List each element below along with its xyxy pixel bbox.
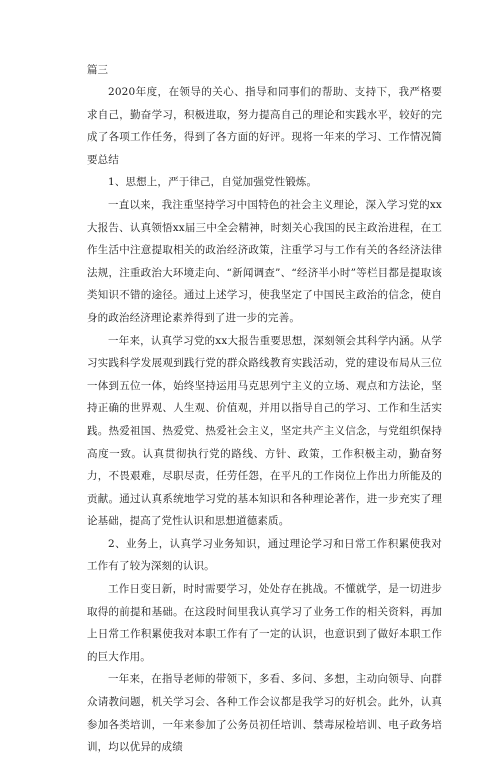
paragraph-training: 一年来，在指导老师的带领下，多看、多问、多想，主动向领导、向群众请教问题，机关学习会、各种工作会议都是我学习的好机会。此外，认真参加各类培训，一年来参加了公务员初任培训、禁毒尿检培训、电子政务培训，均以优异的成绩 <box>87 673 442 754</box>
paragraph-business-heading: 2、业务上，认真学习业务知识，通过理论学习和日常工作积累使我对工作有了较为深刻的认识。 <box>87 537 442 573</box>
paragraph-thought-heading: 1、思想上，严于律己，自觉加强党性锻炼。 <box>108 176 318 189</box>
paragraph-theory-study: 一直以来，我注重坚持学习中国特色的社会主义理论，深入学习党的xx大报告、认真领悟xx届三中全会精神，时刻关心我国的民主政治进程，在工作生活中注意提取相关的政治经济政策，注重学习与工作有关的各经济法律法规，注重政治大环境走向、“新闻调查”、“经济半小时”等栏目都是提取该类知识不错的途径。通过上述学习，使我坚定了中国民主政治的信念，使自身的政治经济理论素养得到了进一步的完善。 <box>87 198 442 324</box>
paragraph-party-study: 一年来，认真学习党的xx大报告重要思想，深刻领会其科学内涵。从学习实践科学发展观到践行党的群众路线教育实践活动，党的建设布局从三位一体到五位一体，始终坚持运用马克思列宁主义的立场、观点和方法论，坚持正确的世界观、人生观、价值观，并用以指导自己的学习、工作和生活实践。热爱祖国、热爱党、热爱社会主义，坚定共产主义信念，与党组织保持高度一致。认真贯彻执行党的路线、方针、政策，工作积极主动，勤奋努力，不畏艰难，尽职尽责，任劳任怨，在平凡的工作岗位上作出力所能及的贡献。通过认真系统地学习党的基本知识和各种理论著作，进一步充实了理论基础，提高了党性认识和思想道德素质。 <box>87 334 442 528</box>
section-heading: 篇三 <box>87 64 108 76</box>
paragraph-intro: 2020年度，在领导的关心、指导和同事们的帮助、支持下，我严格要求自己，勤奋学习，积极进取，努力提高自己的理论和实践水平，较好的完成了各项工作任务，得到了各方面的好评。现将一年来的学习、工作情况简要总结 <box>87 86 442 166</box>
paragraph-work-learning: 工作日变日新，时时需要学习，处处存在挑战。不懂就学，是一切进步取得的前提和基础。在这段时间里我认真学习了业务工作的相关资料，再加上日常工作积累使我对本职工作有了一定的认识，也意识到了做好本职工作的巨大作用。 <box>87 583 442 663</box>
